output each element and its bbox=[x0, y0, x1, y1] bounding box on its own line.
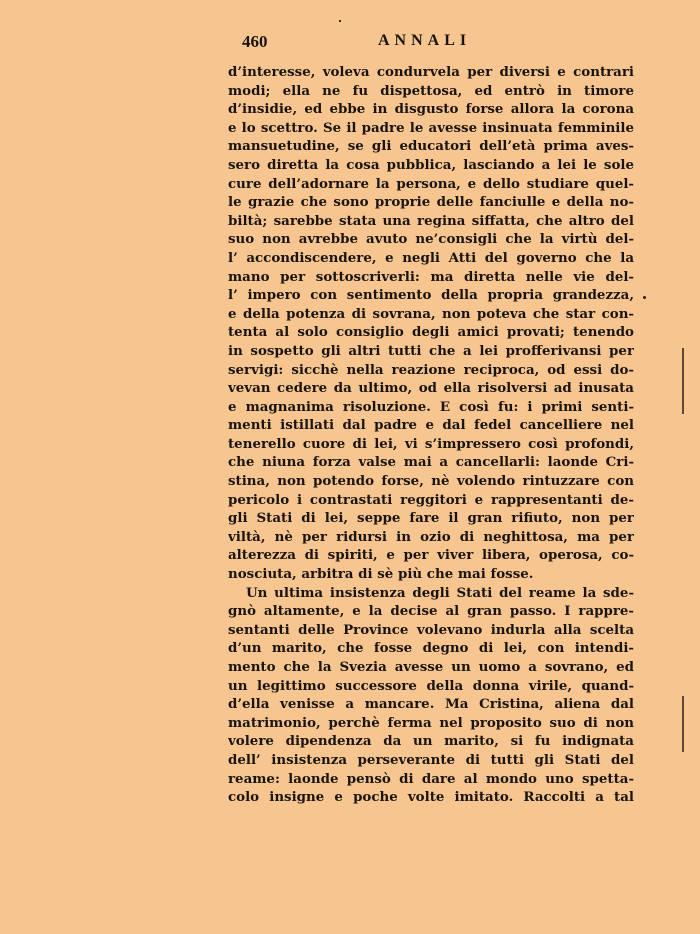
text-line: volere dipendenza da un marito, si fu indignata bbox=[228, 733, 634, 750]
text-line: d’interesse, voleva condurvela per diversi e contrari bbox=[228, 64, 634, 80]
text-line: pericolo i contrastati reggitori e rappresentanti de- bbox=[228, 491, 634, 508]
text-line: e della potenza di sovrana, non poteva che star con- bbox=[228, 305, 634, 322]
text-line: dell’ insistenza perseverante di tutti gli Stati del bbox=[228, 751, 634, 768]
text-line: viltà, nè per ridursi in ozio di neghittosa, ma per bbox=[228, 528, 634, 545]
text-line: servigi: sicchè nella reazione reciproca, od essi do- bbox=[228, 361, 634, 378]
text-line: e lo scettro. Se il padre le avesse insinuata femminile bbox=[228, 119, 634, 136]
text-line: menti istillati dal padre e dal fedel cancelliere nel bbox=[228, 417, 634, 434]
text-line: colo insigne e poche volte imitato. Raccolti a tal bbox=[228, 789, 634, 806]
text-line: modi; ella ne fu dispettosa, ed entrò in timore bbox=[228, 82, 634, 99]
text-line: matrimonio, perchè ferma nel proposito suo di non bbox=[228, 714, 634, 731]
margin-mark bbox=[643, 296, 646, 299]
text-line: vevan cedere da ultimo, od ella risolversi ad inusata bbox=[228, 380, 634, 397]
text-line: d’ella venisse a mancare. Ma Cristina, aliena dal bbox=[228, 696, 634, 713]
text-line: che niuna forza valse mai a cancellarli: laonde Cri- bbox=[228, 454, 634, 471]
text-line: l’ accondiscendere, e negli Atti del governo che la bbox=[228, 249, 634, 266]
text-line: reame: laonde pensò di dare al mondo uno spetta- bbox=[228, 770, 634, 787]
text-line: tenta al solo consiglio degli amici provati; tenendo bbox=[228, 324, 634, 341]
running-title: ANNALI bbox=[378, 32, 472, 49]
text-line: mansuetudine, se gli educatori dell’età prima aves- bbox=[228, 138, 634, 155]
text-line: in sospetto gli altri tutti che a lei profferivansi per bbox=[228, 342, 634, 359]
text-line: l’ impero con sentimento della propria grandezza, bbox=[228, 287, 634, 304]
text-line: Un ultima insistenza degli Stati del reame la sde- bbox=[246, 584, 634, 601]
text-line: biltà; sarebbe stata una regina siffatta, che altro del bbox=[228, 212, 634, 229]
text-line: gli Stati di lei, seppe fare il gran rifiuto, non per bbox=[228, 510, 634, 527]
text-line: tenerello cuore di lei, vi s’impressero così profondi, bbox=[228, 435, 634, 452]
text-line: suo non avrebbe avuto ne’consigli che la virtù del- bbox=[228, 231, 634, 248]
text-line: stina, non potendo forse, nè volendo rintuzzare con bbox=[228, 473, 634, 490]
text-line: mano per sottoscriverli: ma diretta nelle vie del- bbox=[228, 268, 634, 285]
body-text bbox=[228, 63, 634, 807]
text-line: alterezza di spiriti, e per viver libera, operosa, co- bbox=[228, 547, 634, 564]
text-line: cure dell’adornare la persona, e dello studiare quel- bbox=[228, 175, 634, 192]
page-edge-shadow bbox=[682, 696, 684, 752]
text-line: d’un marito, che fosse degno di lei, con intendi- bbox=[228, 640, 634, 657]
text-line: gnò altamente, e la decise al gran passo. I rappre- bbox=[228, 603, 634, 620]
text-line: mento che la Svezia avesse un uomo a sovrano, ed bbox=[228, 659, 634, 675]
page-header bbox=[228, 32, 636, 54]
text-line: sentanti delle Province volevano indurla alla scelta bbox=[228, 621, 634, 638]
text-line: d’insidie, ed ebbe in disgusto forse allora la corona bbox=[228, 101, 634, 118]
text-line: nosciuta, arbitra di sè più che mai fosse. bbox=[228, 566, 534, 583]
text-line: le grazie che sono proprie delle fanciulle e della no- bbox=[228, 194, 634, 211]
page-edge-shadow bbox=[682, 348, 684, 414]
text-line: e magnanima risoluzione. E così fu: i primi senti- bbox=[228, 398, 634, 415]
text-line: sero diretta la cosa pubblica, lasciando a lei le sole bbox=[228, 156, 634, 173]
ink-speck bbox=[339, 20, 341, 22]
page-number: 460 bbox=[242, 32, 268, 51]
text-line: un legittimo successore della donna virile, quand- bbox=[228, 677, 634, 694]
